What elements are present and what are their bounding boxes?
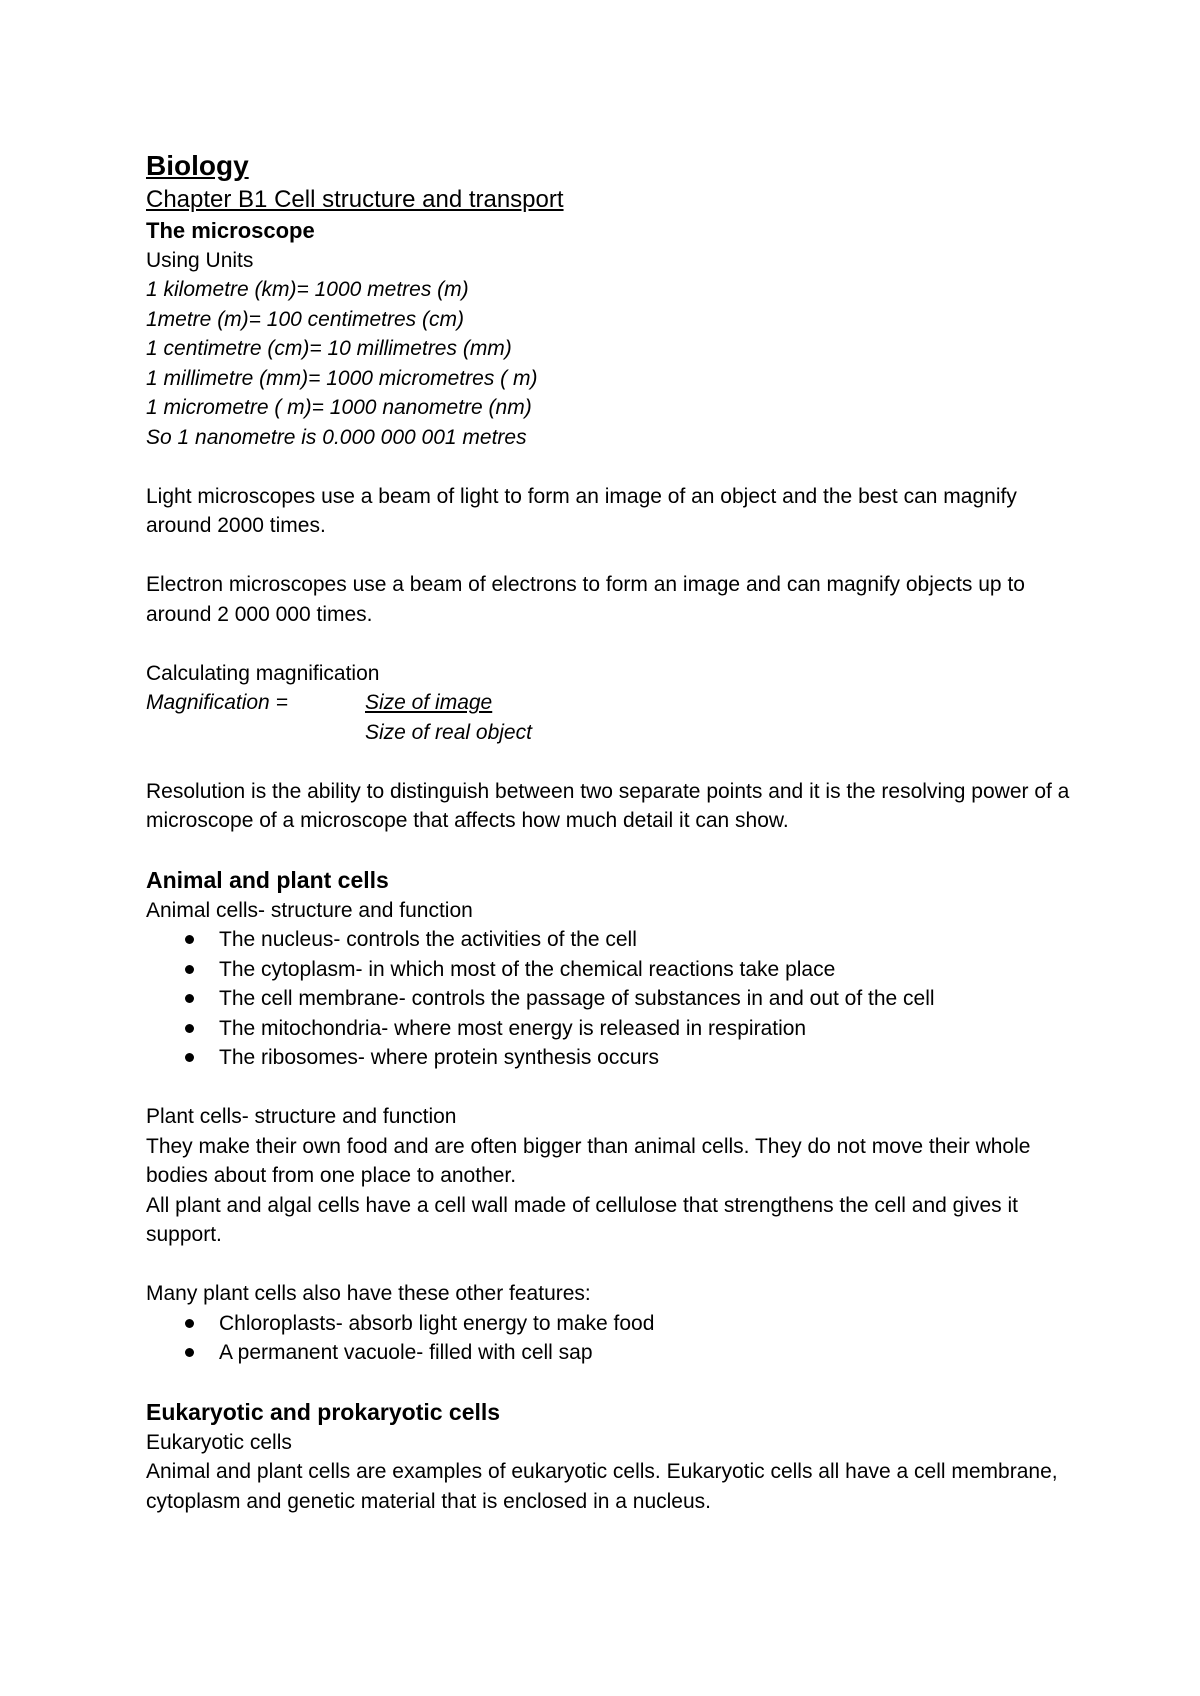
unit-line: 1 micrometre ( m)= 1000 nanometre (nm): [146, 396, 532, 419]
list-item: A permanent vacuole- filled with cell sap: [146, 1338, 1076, 1368]
unit-line: 1 millimetre (mm)= 1000 micrometres ( m): [146, 366, 538, 390]
animal-cells-heading: Animal cells- structure and function: [146, 898, 473, 922]
list-item: The cell membrane- controls the passage of substances in and out of the cell: [146, 984, 1076, 1014]
plant-feature-list: [146, 1309, 1076, 1368]
list-item: The ribosomes- where protein synthesis occurs: [146, 1043, 1076, 1073]
plant-cells-paragraph: They make their own food and are often bigger than animal cells. They do not move their whole bodies about from one place to another.: [146, 1134, 1031, 1187]
bullet-icon: [185, 994, 194, 1003]
cell-wall-paragraph: All plant and algal cells have a cell wall made of cellulose that strengthens the cell and gives it support.: [146, 1193, 1019, 1246]
eukaryotic-paragraph: Animal and plant cells are examples of eukaryotic cells. Eukaryotic cells all have a cell membrane, cytoplasm and genetic material that is enclosed in a nucleus.: [146, 1460, 1058, 1513]
bullet-icon: [185, 965, 194, 974]
unit-line: 1 centimetre (cm)= 10 millimetres (mm): [146, 337, 512, 360]
list-item: Chloroplasts- absorb light energy to make food: [146, 1309, 1076, 1339]
bullet-icon: [185, 1053, 194, 1062]
plant-cells-heading: Plant cells- structure and function: [146, 1105, 457, 1128]
cells-section-heading: Animal and plant cells: [146, 866, 389, 893]
units-heading: Using Units: [146, 248, 254, 272]
list-item: The cytoplasm- in which most of the chemical reactions take place: [146, 955, 1076, 985]
formula-label: Magnification =: [146, 691, 288, 714]
bullet-icon: [185, 1348, 194, 1357]
magnification-formula: [146, 688, 1076, 718]
electron-microscope-paragraph: Electron microscopes use a beam of electrons to form an image and can magnify objects up to around 2 000 000 times.: [146, 573, 1025, 626]
eukaryotic-subheading: Eukaryotic cells: [146, 1430, 292, 1454]
chapter-heading: Chapter B1 Cell structure and transport: [146, 186, 564, 213]
magnification-heading: Calculating magnification: [146, 661, 380, 685]
formula-denominator: Size of real object: [365, 720, 532, 744]
unit-line: 1 kilometre (km)= 1000 metres (m): [146, 278, 469, 301]
document-body: [146, 148, 1076, 1516]
unit-line: So 1 nanometre is 0.000 000 001 metres: [146, 425, 527, 449]
page-title: Biology: [146, 150, 249, 181]
resolution-paragraph: Resolution is the ability to distinguish between two separate points and it is the resolving power of a microscope of a microscope that affects how much detail it can show.: [146, 779, 1070, 832]
bullet-icon: [185, 1319, 194, 1328]
animal-cell-list: [146, 925, 1076, 1073]
eukaryotic-section-heading: Eukaryotic and prokaryotic cells: [146, 1398, 501, 1425]
formula-numerator: Size of image: [365, 691, 493, 714]
bullet-icon: [185, 935, 194, 944]
light-microscope-paragraph: Light microscopes use a beam of light to form an image of an object and the best can magnify around 2000 times.: [146, 484, 1017, 537]
list-item: The mitochondria- where most energy is released in respiration: [146, 1014, 1076, 1044]
list-item: The nucleus- controls the activities of the cell: [146, 925, 1076, 955]
unit-line: 1metre (m)= 100 centimetres (cm): [146, 307, 464, 331]
microscope-heading: The microscope: [146, 218, 315, 243]
plant-features-intro: Many plant cells also have these other features:: [146, 1282, 591, 1305]
bullet-icon: [185, 1024, 194, 1033]
